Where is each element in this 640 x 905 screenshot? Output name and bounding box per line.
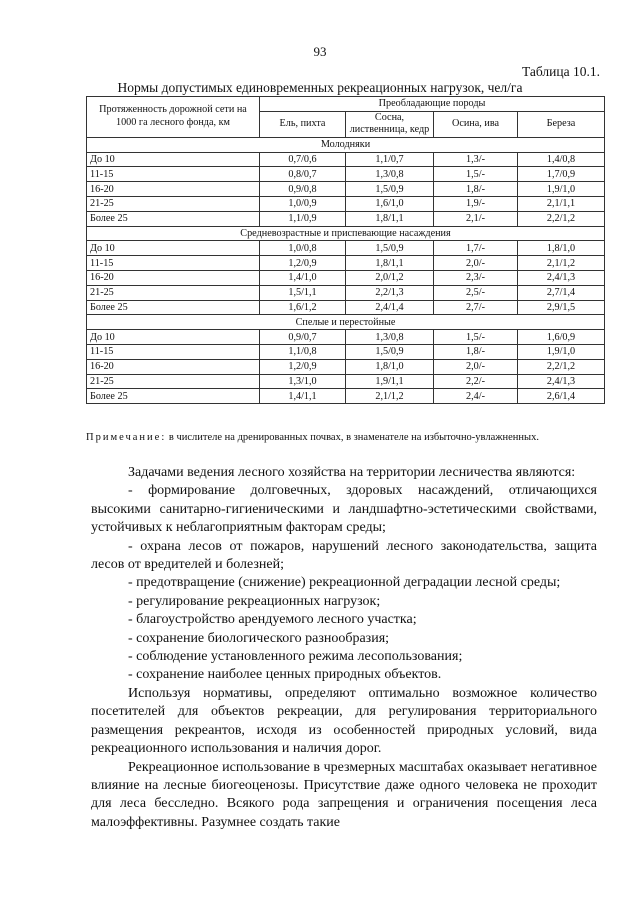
row-label: 16-20 <box>87 359 260 374</box>
paragraph: - предотвращение (снижение) рекреационной деградации лесной среды; <box>128 575 561 591</box>
page-number: 93 <box>313 44 327 59</box>
table-cell: 1,4/1,1 <box>260 389 346 404</box>
table-cell: 1,9/1,1 <box>346 374 434 389</box>
table-cell: 1,5/1,1 <box>260 285 346 300</box>
table-cell: 1,2/0,9 <box>260 359 346 374</box>
header-road-network: Протяженность дорожной сети на 1000 га лесного фонда, км <box>87 97 260 138</box>
row-label: 21-25 <box>87 196 260 211</box>
table-cell: 2,4/1,3 <box>518 270 605 285</box>
table-row <box>87 330 605 345</box>
table-cell: 1,7/0,9 <box>518 167 605 182</box>
section-title: Молодняки <box>87 137 605 152</box>
table-cell: 1,7/- <box>434 241 518 256</box>
table-cell: 2,7/1,4 <box>518 285 605 300</box>
row-label: 11-15 <box>87 167 260 182</box>
table-cell: 1,8/1,0 <box>346 359 434 374</box>
table-cell: 2,5/- <box>434 285 518 300</box>
list-item: - соблюдение установленного режима лесопользования; <box>128 649 463 665</box>
note-label: Примечание: <box>86 432 167 443</box>
table-row <box>87 374 605 389</box>
row-label: До 10 <box>87 330 260 345</box>
note-text: в числителе на дренированных почвах, в знаменателе на избыточно-увлажненных. <box>166 432 539 443</box>
table-cell: 1,9/1,0 <box>518 344 605 359</box>
paragraph: Рекреационное использование в чрезмерных масштабах оказывает негативное влияние на лесные биогеоценозы. Присутствие даже одного человека не проходит для леса бесследно. Всякого рода запрещения и ограничения посещения леса малоэффективны. Разумнее создать такие <box>91 759 597 830</box>
table-cell: 2,9/1,5 <box>518 300 605 315</box>
header-spruce-fir: Ель, пихта <box>260 111 346 137</box>
paragraph: - охрана лесов от пожаров, нарушений лесного законодательства, защита лесов от вредителей и болезней; <box>91 538 597 573</box>
tasks-list <box>91 593 597 685</box>
table-cell: 2,1/1,2 <box>346 389 434 404</box>
table-cell: 2,2/1,2 <box>518 359 605 374</box>
table-cell: 1,5/0,9 <box>346 344 434 359</box>
table-cell: 2,2/- <box>434 374 518 389</box>
section-row <box>87 137 605 152</box>
table-cell: 2,4/1,4 <box>346 300 434 315</box>
table-row <box>87 152 605 167</box>
table-row <box>87 196 605 211</box>
table-cell: 1,3/1,0 <box>260 374 346 389</box>
header-pine-larch-cedar: Сосна, лиственница, кедр <box>346 111 434 137</box>
list-item: - регулирование рекреационных нагрузок; <box>128 593 381 609</box>
table-cell: 1,3/- <box>434 152 518 167</box>
table-body <box>87 137 605 403</box>
table-cell: 1,1/0,8 <box>260 344 346 359</box>
table-cell: 2,6/1,4 <box>518 389 605 404</box>
table-cell: 0,9/0,7 <box>260 330 346 345</box>
table-cell: 1,6/1,2 <box>260 300 346 315</box>
table-cell: 1,0/0,9 <box>260 196 346 211</box>
table-cell: 2,0/- <box>434 359 518 374</box>
list-item: - сохранение биологического разнообразия; <box>128 630 390 646</box>
table-cell: 1,2/0,9 <box>260 256 346 271</box>
header-aspen-willow: Осина, ива <box>434 111 518 137</box>
table-row <box>87 241 605 256</box>
table-cell: 1,3/0,8 <box>346 167 434 182</box>
row-label: Более 25 <box>87 389 260 404</box>
table-cell: 1,8/- <box>434 182 518 197</box>
table-cell: 1,8/- <box>434 344 518 359</box>
paragraph: - формирование долговечных, здоровых насаждений, отличающихся высокими санитарно-гигиеническими и ландшафтно-эстетическими свойствами, устойчивых к неблагоприятным факторам среды; <box>91 483 597 536</box>
row-label: 11-15 <box>87 344 260 359</box>
table-cell: 1,1/0,7 <box>346 152 434 167</box>
table-cell: 1,1/0,9 <box>260 211 346 226</box>
table-cell: 2,4/1,3 <box>518 374 605 389</box>
table-row <box>87 344 605 359</box>
table-row <box>87 182 605 197</box>
table-row <box>87 270 605 285</box>
header-birch: Береза <box>518 111 605 137</box>
table-cell: 2,2/1,2 <box>518 211 605 226</box>
table-cell: 1,6/1,0 <box>346 196 434 211</box>
row-label: 16-20 <box>87 182 260 197</box>
table-cell: 2,1/1,2 <box>518 256 605 271</box>
list-item: - сохранение наиболее ценных природных объектов. <box>128 667 442 683</box>
table-cell: 1,5/0,9 <box>346 241 434 256</box>
table-cell: 2,1/1,1 <box>518 196 605 211</box>
table-row <box>87 300 605 315</box>
table-cell: 0,9/0,8 <box>260 182 346 197</box>
paragraph: Задачами ведения лесного хозяйства на территории лесничества являются: <box>128 465 576 480</box>
table-cell: 1,8/1,1 <box>346 256 434 271</box>
table-cell: 1,9/- <box>434 196 518 211</box>
table-cell: 2,1/- <box>434 211 518 226</box>
section-row <box>87 315 605 330</box>
row-label: 21-25 <box>87 374 260 389</box>
table-cell: 1,8/1,1 <box>346 211 434 226</box>
table-label: Таблица 10.1. <box>522 64 600 79</box>
table-cell: 2,0/- <box>434 256 518 271</box>
table-cell: 1,3/0,8 <box>346 330 434 345</box>
section-title: Спелые и перестойные <box>87 315 605 330</box>
row-label: 21-25 <box>87 285 260 300</box>
list-item: - благоустройство арендуемого лесного участка; <box>128 612 417 628</box>
table-cell: 0,7/0,6 <box>260 152 346 167</box>
table-row <box>87 256 605 271</box>
section-row <box>87 226 605 241</box>
table-cell: 1,4/1,0 <box>260 270 346 285</box>
row-label: 11-15 <box>87 256 260 271</box>
table-row <box>87 359 605 374</box>
table-cell: 1,5/0,9 <box>346 182 434 197</box>
table-row <box>87 167 605 182</box>
body-text <box>91 464 597 832</box>
table-row <box>87 211 605 226</box>
table-cell: 2,2/1,3 <box>346 285 434 300</box>
table-cell: 1,5/- <box>434 330 518 345</box>
table-cell: 2,3/- <box>434 270 518 285</box>
table-cell: 1,0/0,8 <box>260 241 346 256</box>
table-cell: 2,0/1,2 <box>346 270 434 285</box>
table-row <box>87 285 605 300</box>
table-cell: 1,6/0,9 <box>518 330 605 345</box>
table-row <box>87 389 605 404</box>
norms-table <box>86 96 605 404</box>
row-label: Более 25 <box>87 211 260 226</box>
row-label: 16-20 <box>87 270 260 285</box>
table-cell: 1,4/0,8 <box>518 152 605 167</box>
row-label: До 10 <box>87 241 260 256</box>
table-cell: 1,5/- <box>434 167 518 182</box>
paragraph: Используя нормативы, определяют оптимально возможное количество посетителей для объектов рекреации, для регулирования территориального размещения рекреантов, исходя из особенностей природных условий, вида рекреационного использования и наличия дорог. <box>91 685 597 757</box>
section-title: Средневозрастные и приспевающие насаждения <box>87 226 605 241</box>
row-label: Более 25 <box>87 300 260 315</box>
table-header-row <box>87 97 605 112</box>
header-species-group: Преобладающие породы <box>260 97 605 112</box>
table-cell: 1,9/1,0 <box>518 182 605 197</box>
row-label: До 10 <box>87 152 260 167</box>
table-cell: 1,8/1,0 <box>518 241 605 256</box>
table-title: Нормы допустимых единовременных рекреационных нагрузок, чел/га <box>117 80 523 95</box>
table-cell: 2,7/- <box>434 300 518 315</box>
table-cell: 0,8/0,7 <box>260 167 346 182</box>
table-note <box>86 431 606 444</box>
table-cell: 2,4/- <box>434 389 518 404</box>
